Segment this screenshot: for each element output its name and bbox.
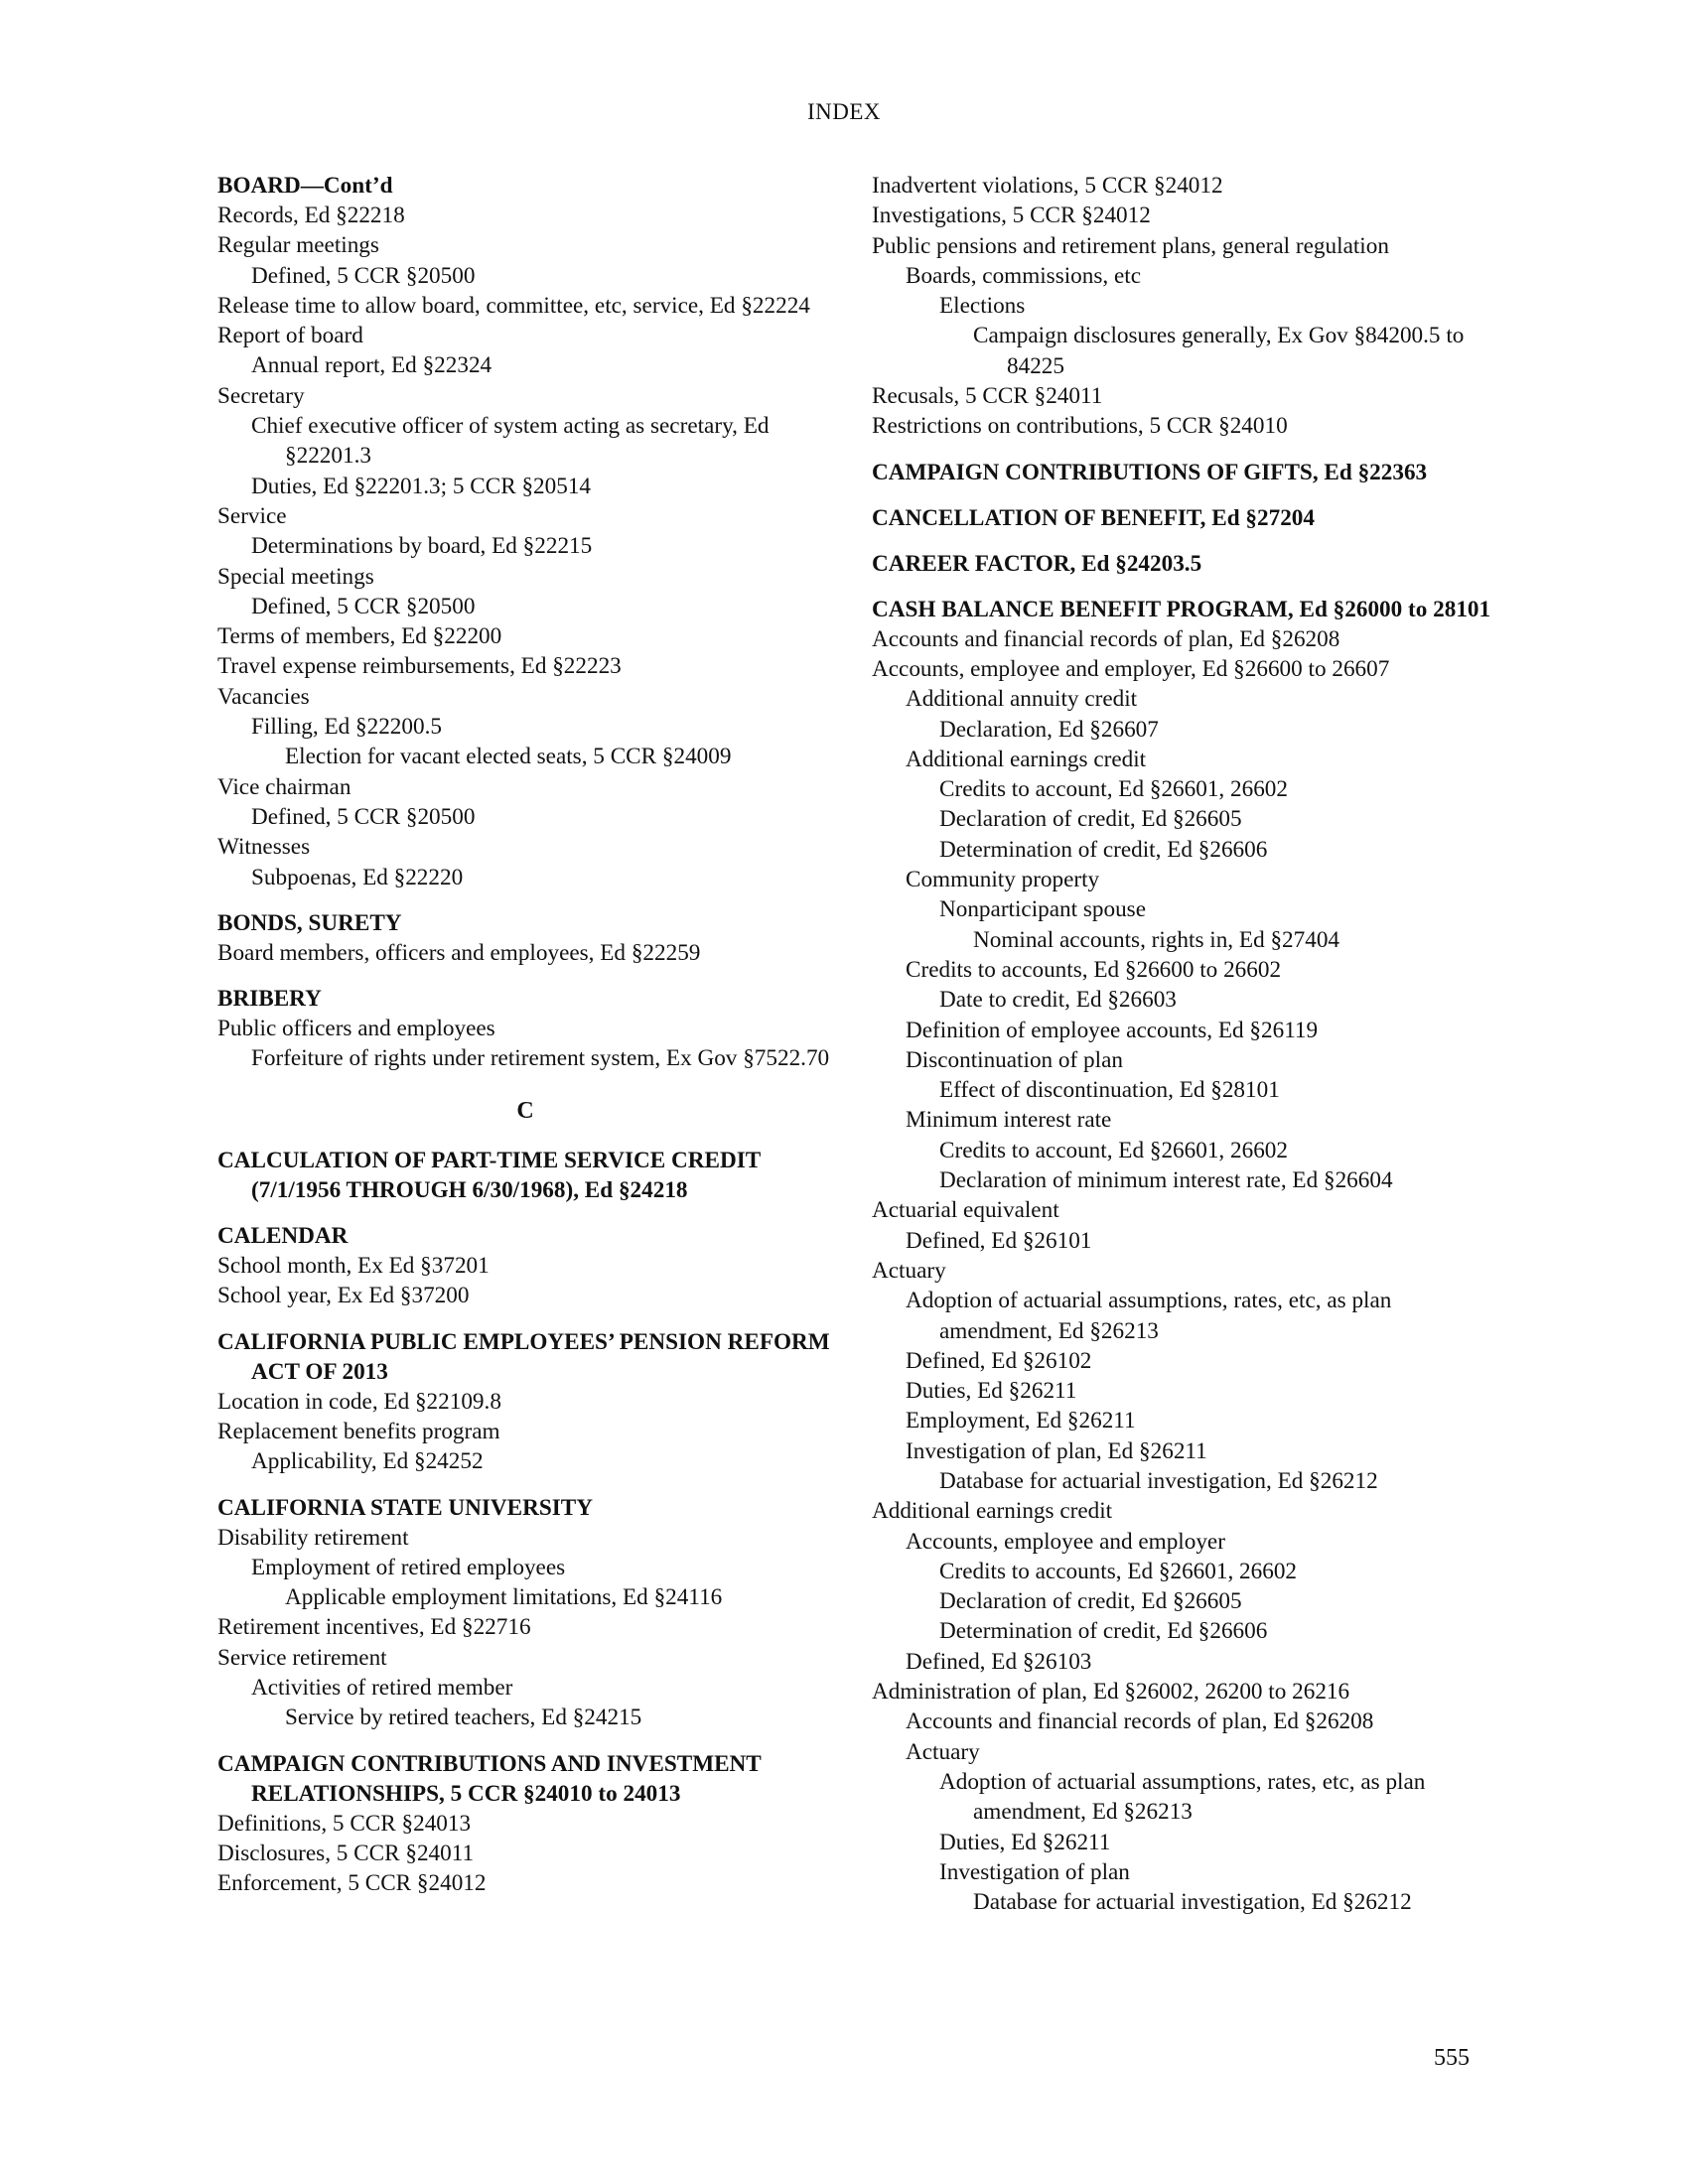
- index-entry: Credits to account, Ed §26601, 26602: [939, 776, 1288, 803]
- index-entry: Service: [217, 502, 287, 529]
- index-heading: CASH BALANCE BENEFIT PROGRAM, Ed §26000 to 28101: [872, 596, 1491, 622]
- index-entry: Determinations by board, Ed §22215: [251, 533, 593, 560]
- index-entry: Defined, 5 CCR §20500: [251, 593, 476, 619]
- index-heading: BOARD—Cont’d: [217, 173, 393, 199]
- index-entry: Declaration of credit, Ed §26605: [939, 806, 1242, 833]
- index-entry: Elections: [939, 293, 1026, 320]
- index-heading: CALCULATION OF PART-TIME SERVICE CREDIT (7/1/1956 THROUGH 6/30/1968), Ed §24218: [217, 1148, 761, 1204]
- index-entry: Disability retirement: [217, 1524, 409, 1551]
- index-entry: Database for actuarial investigation, Ed §26212: [973, 1889, 1412, 1916]
- index-entry: Defined, 5 CCR §20500: [251, 803, 476, 830]
- index-entry: Declaration of credit, Ed §26605: [939, 1588, 1242, 1615]
- index-entry: Replacement benefits program: [217, 1418, 500, 1444]
- index-entry: Subpoenas, Ed §22220: [251, 864, 464, 890]
- index-entry: Defined, Ed §26102: [906, 1347, 1092, 1374]
- index-entry: Annual report, Ed §22324: [251, 352, 492, 379]
- index-entry: Secretary: [217, 382, 305, 409]
- index-entry: Service retirement: [217, 1644, 387, 1671]
- index-entry: Determination of credit, Ed §26606: [939, 836, 1268, 863]
- index-heading: CAMPAIGN CONTRIBUTIONS AND INVESTMENT RELATIONSHIPS, 5 CCR §24010 to 24013: [217, 1750, 762, 1807]
- index-entry: Duties, Ed §26211: [906, 1378, 1077, 1405]
- index-column-left: [217, 171, 833, 1898]
- index-heading: CANCELLATION OF BENEFIT, Ed §27204: [872, 504, 1315, 531]
- index-entry: Additional earnings credit: [906, 746, 1147, 772]
- index-entry: Campaign disclosures generally, Ex Gov §84200.5 to 84225: [973, 323, 1465, 379]
- index-entry: Restrictions on contributions, 5 CCR §24010: [872, 413, 1288, 440]
- index-entry: Actuary: [906, 1738, 980, 1765]
- index-heading: BONDS, SURETY: [217, 909, 402, 936]
- index-entry: Public officers and employees: [217, 1016, 495, 1042]
- index-entry: Effect of discontinuation, Ed §28101: [939, 1077, 1280, 1104]
- index-entry: Release time to allow board, committee, etc, service, Ed §22224: [217, 292, 810, 319]
- index-entry: Disclosures, 5 CCR §24011: [217, 1840, 475, 1866]
- index-entry: Report of board: [217, 323, 363, 349]
- index-entry: Adoption of actuarial assumptions, rates, etc, as plan amendment, Ed §26213: [939, 1768, 1426, 1826]
- index-entry: Duties, Ed §26211: [939, 1829, 1111, 1855]
- index-entry: Investigation of plan: [939, 1858, 1130, 1885]
- index-entry: Adoption of actuarial assumptions, rates, etc, as plan amendment, Ed §26213: [906, 1288, 1392, 1344]
- index-heading: CALIFORNIA STATE UNIVERSITY: [217, 1494, 593, 1521]
- index-heading: CAREER FACTOR, Ed §24203.5: [872, 550, 1202, 577]
- index-entry: Enforcement, 5 CCR §24012: [217, 1870, 487, 1897]
- page-header-title: INDEX: [806, 99, 882, 124]
- index-entry: Database for actuarial investigation, Ed §26212: [939, 1467, 1378, 1494]
- index-entry: Employment of retired employees: [251, 1554, 566, 1580]
- index-heading: BRIBERY: [217, 986, 322, 1013]
- index-entry: Nominal accounts, rights in, Ed §27404: [973, 926, 1340, 953]
- index-entry: Credits to accounts, Ed §26600 to 26602: [906, 956, 1282, 983]
- index-entry: Applicability, Ed §24252: [251, 1448, 484, 1475]
- index-entry: Accounts, employee and employer, Ed §26600 to 26607: [872, 655, 1390, 682]
- index-entry: Location in code, Ed §22109.8: [217, 1388, 501, 1415]
- index-entry: Service by retired teachers, Ed §24215: [285, 1705, 642, 1731]
- index-entry: Defined, Ed §26101: [906, 1227, 1092, 1254]
- index-entry: Accounts and financial records of plan, Ed §26208: [906, 1708, 1374, 1735]
- index-entry: Declaration, Ed §26607: [939, 716, 1159, 743]
- index-entry: School year, Ex Ed §37200: [217, 1283, 470, 1309]
- index-entry: Credits to accounts, Ed §26601, 26602: [939, 1558, 1298, 1584]
- index-entry: Investigations, 5 CCR §24012: [872, 203, 1151, 229]
- index-entry: Investigation of plan, Ed §26211: [906, 1437, 1207, 1464]
- index-entry: Public pensions and retirement plans, general regulation: [872, 232, 1389, 259]
- index-entry: Special meetings: [217, 563, 374, 590]
- index-entry: Actuary: [872, 1257, 946, 1284]
- index-entry: Applicable employment limitations, Ed §24116: [285, 1584, 723, 1611]
- index-entry: Community property: [906, 867, 1100, 893]
- index-entry: Declaration of minimum interest rate, Ed §26604: [939, 1167, 1393, 1194]
- index-entry: Filling, Ed §22200.5: [251, 714, 442, 741]
- index-entry: Definition of employee accounts, Ed §26119: [906, 1017, 1319, 1043]
- index-entry: Chief executive officer of system acting as secretary, Ed §22201.3: [251, 413, 770, 470]
- index-entry: Defined, 5 CCR §20500: [251, 262, 476, 289]
- index-entry: Actuarial equivalent: [872, 1197, 1059, 1224]
- index-entry: Additional annuity credit: [906, 686, 1138, 713]
- index-entry: School month, Ex Ed §37201: [217, 1253, 490, 1280]
- index-entry: Boards, commissions, etc: [906, 262, 1142, 289]
- index-entry: Credits to account, Ed §26601, 26602: [939, 1137, 1288, 1163]
- index-entry: Witnesses: [217, 834, 311, 861]
- index-entry: Discontinuation of plan: [906, 1046, 1123, 1073]
- index-entry: Board members, officers and employees, Ed §22259: [217, 939, 701, 966]
- index-entry: Accounts, employee and employer: [906, 1528, 1225, 1555]
- index-entry: Election for vacant elected seats, 5 CCR §24009: [285, 744, 732, 770]
- index-heading: CALIFORNIA PUBLIC EMPLOYEES’ PENSION REFORM ACT OF 2013: [217, 1328, 830, 1385]
- index-entry: Date to credit, Ed §26603: [939, 987, 1177, 1014]
- index-entry: Duties, Ed §22201.3; 5 CCR §20514: [251, 473, 592, 499]
- page-number: 555: [1434, 2045, 1470, 2071]
- index-heading: CALENDAR: [217, 1223, 349, 1250]
- index-entry: Travel expense reimbursements, Ed §22223: [217, 653, 622, 680]
- index-entry: Activities of retired member: [251, 1674, 513, 1701]
- index-entry: Vacancies: [217, 683, 310, 710]
- index-entry: Terms of members, Ed §22200: [217, 623, 502, 650]
- index-entry: Administration of plan, Ed §26002, 26200 to 26216: [872, 1679, 1350, 1706]
- index-entry: Records, Ed §22218: [217, 203, 405, 228]
- index-entry: Definitions, 5 CCR §24013: [217, 1810, 472, 1837]
- index-section-letter: C: [516, 1097, 534, 1124]
- index-entry: Inadvertent violations, 5 CCR §24012: [872, 173, 1223, 199]
- index-entry: Recusals, 5 CCR §24011: [872, 383, 1103, 410]
- index-entry: Vice chairman: [217, 773, 352, 800]
- index-entry: Determination of credit, Ed §26606: [939, 1618, 1268, 1645]
- index-entry: Minimum interest rate: [906, 1107, 1112, 1134]
- index-entry: Regular meetings: [217, 232, 379, 259]
- index-entry: Employment, Ed §26211: [906, 1408, 1136, 1434]
- index-entry: Forfeiture of rights under retirement system, Ex Gov §7522.70: [251, 1045, 830, 1072]
- index-entry: Accounts and financial records of plan, Ed §26208: [872, 625, 1340, 652]
- index-heading: CAMPAIGN CONTRIBUTIONS OF GIFTS, Ed §22363: [872, 459, 1428, 485]
- index-entry: Additional earnings credit: [872, 1498, 1113, 1525]
- index-column-right: [872, 171, 1497, 1917]
- index-entry: Nonparticipant spouse: [939, 896, 1146, 923]
- index-entry: Defined, Ed §26103: [906, 1648, 1092, 1675]
- index-entry: Retirement incentives, Ed §22716: [217, 1614, 531, 1641]
